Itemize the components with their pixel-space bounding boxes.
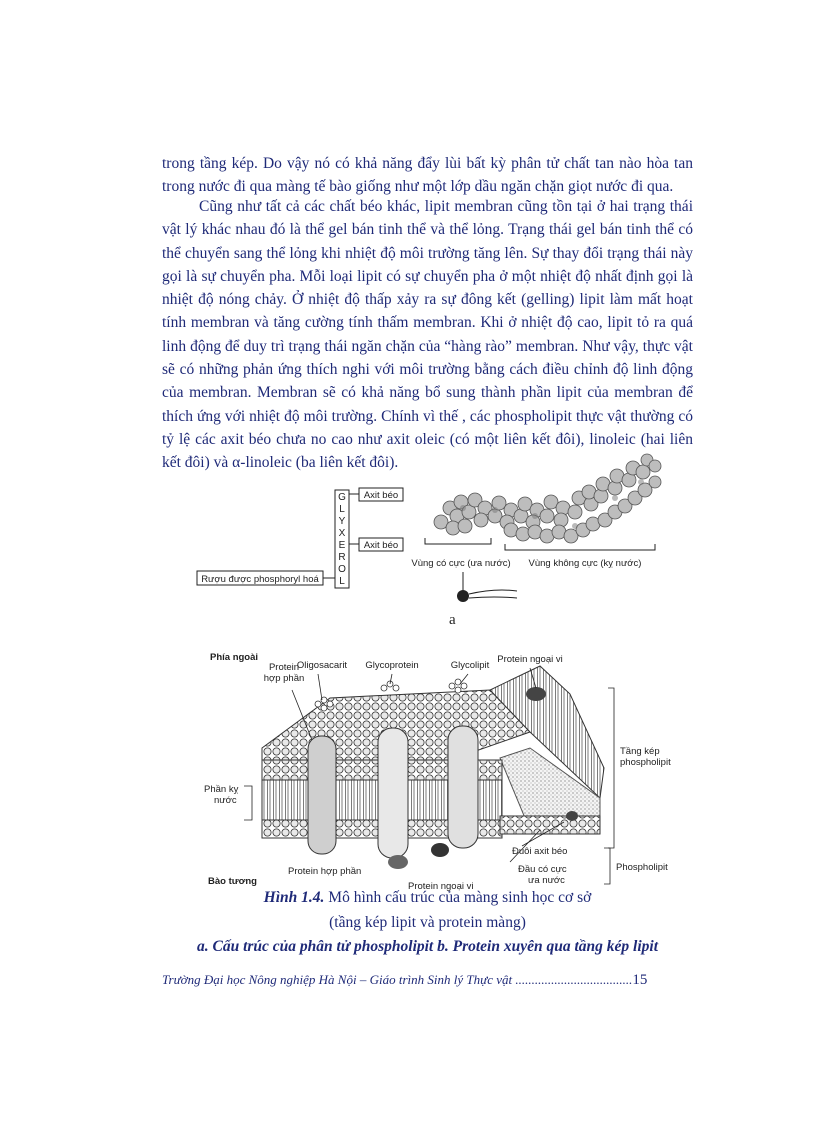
figure-caption-title: Mô hình cấu trúc của màng sinh học cơ sở bbox=[328, 889, 592, 906]
svg-text:R: R bbox=[338, 552, 346, 563]
phosphoryl-alcohol-label: Rượu được phosphoryl hoá bbox=[201, 574, 319, 585]
integral-protein-label-1: Protein bbox=[268, 662, 300, 673]
glycoprotein-label: Glycoprotein bbox=[365, 660, 419, 671]
fatty-acid-1-label: Axit béo bbox=[363, 490, 399, 501]
fatty-acid-2-label: Axit béo bbox=[363, 540, 399, 551]
glycolipid-label: Glycolipit bbox=[450, 660, 490, 671]
polar-region-bracket bbox=[425, 538, 491, 544]
svg-text:L: L bbox=[339, 576, 345, 587]
fatty-acid-tail-label: Đuôi axit béo bbox=[512, 846, 568, 857]
nonpolar-region-label: Vùng không cực (kỵ nước) bbox=[528, 558, 642, 569]
page-footer bbox=[162, 972, 693, 989]
schematic-head bbox=[457, 590, 469, 602]
outside-label: Phía ngoài bbox=[210, 652, 259, 663]
integral-protein-label-2: hợp phần bbox=[263, 673, 305, 684]
space-filling-model bbox=[434, 454, 661, 543]
svg-text:L: L bbox=[339, 504, 345, 515]
paragraph-1: trong tầng kép. Do vậy nó có khả năng đẩy lùi bất kỳ phân tử chất tan nào hòa tan trong nước đi qua màng tế bào giống như một lớp dầu ngăn chặn giọt nước đi qua. bbox=[162, 155, 693, 196]
peripheral-protein-bottom bbox=[431, 843, 449, 857]
svg-text:E: E bbox=[338, 540, 346, 551]
figure-caption-label: Hình 1.4. bbox=[263, 889, 325, 906]
figure-b-membrane bbox=[200, 648, 680, 893]
peripheral-protein-right bbox=[566, 811, 578, 821]
hydrophobic-label-2: nước bbox=[214, 795, 237, 806]
figure-a-sublabel: a bbox=[449, 612, 456, 628]
page-number: 15 bbox=[632, 972, 648, 988]
svg-text:X: X bbox=[338, 528, 346, 539]
polar-region-label: Vùng có cực (ưa nước) bbox=[411, 558, 511, 569]
integral-protein-bottom-label: Protein hợp phần bbox=[288, 866, 362, 877]
figure-caption-subtitle: (tầng kép lipit và protein màng) bbox=[329, 914, 526, 931]
svg-text:G: G bbox=[338, 492, 346, 503]
svg-text:O: O bbox=[338, 564, 346, 575]
integral-protein-2 bbox=[378, 728, 408, 858]
polar-head-label-1: Đầu có cực bbox=[518, 864, 567, 875]
bilayer-label-1: Tầng kép bbox=[620, 746, 660, 757]
hydrophobic-label-1: Phần kỵ bbox=[204, 784, 239, 795]
figure-caption-parts: a. Cấu trúc của phân tử phospholipit b. Protein xuyên qua tầng kép lipit bbox=[196, 938, 659, 955]
oligosaccharide-label: Oligosacarit bbox=[296, 660, 348, 671]
footer-text: Trường Đại học Nông nghiệp Hà Nội – Giáo trình Sinh lý Thực vật .................................... bbox=[162, 972, 633, 987]
peripheral-protein-top bbox=[526, 687, 546, 701]
nonpolar-region-bracket bbox=[505, 544, 655, 550]
integral-protein-3 bbox=[448, 726, 478, 848]
svg-text:Y: Y bbox=[338, 516, 346, 527]
cytoplasm-label: Bào tương bbox=[208, 876, 257, 887]
schematic-tail-1 bbox=[469, 590, 517, 594]
polar-head-label-2: ưa nước bbox=[528, 875, 565, 886]
schematic-tail-2 bbox=[469, 597, 517, 598]
figure-a-phospholipid bbox=[195, 450, 665, 610]
peripheral-protein-bottom-2 bbox=[388, 855, 408, 869]
integral-protein-1 bbox=[308, 736, 336, 854]
glycerol-letters bbox=[338, 492, 346, 587]
peripheral-protein-top-label: Protein ngoại vi bbox=[497, 654, 563, 665]
bilayer-label-2: phospholipit bbox=[620, 757, 671, 768]
figure-caption bbox=[162, 889, 693, 907]
inner-heads-right bbox=[500, 816, 600, 834]
phospholipid-label: Phospholipit bbox=[616, 862, 668, 873]
paragraph-2: Cũng như tất cả các chất béo khác, lipit membran cũng tồn tại ở hai trạng thái vật lý khác nhau đó là thể gel bán tinh thể và thể lỏng. Trạng thái gel bán tinh thể có thể chuyển sang thể lỏng khi nhiệt độ môi trường tăng lên. Sự thay đổi trạng thái này gọi là sự chuyển pha. Mỗi loại lipit có sự chuyển pha ở một nhiệt độ nhất định gọi là nhiệt độ nóng chảy. Ở nhiệt độ thấp xảy ra sự đông kết (gelling) lipit làm mất hoạt tính membran và tăng cường tính thấm membran. Khi ở nhiệt độ cao, lipit tỏ ra quá linh động để duy trì trạng thái ngăn chặn của “hàng rào” membran. Như vậy, thực vật sẽ có những phản ứng thích nghi với môi trường bằng cách điều chỉnh độ linh động của membran. Membran sẽ có khả năng bổ sung thành phần lipit của membran để thích ứng với nhiệt độ môi trường. Chính vì thế , các phospholipit thực vật thường có tỷ lệ các axit béo chưa no cao như axit oleic (có một liên kết đôi), linoleic (hai liên kết đôi) và α-linoleic (ba liên kết đôi). bbox=[162, 198, 693, 472]
peripheral-protein-bottom-label: Protein ngoại vi bbox=[408, 881, 474, 892]
